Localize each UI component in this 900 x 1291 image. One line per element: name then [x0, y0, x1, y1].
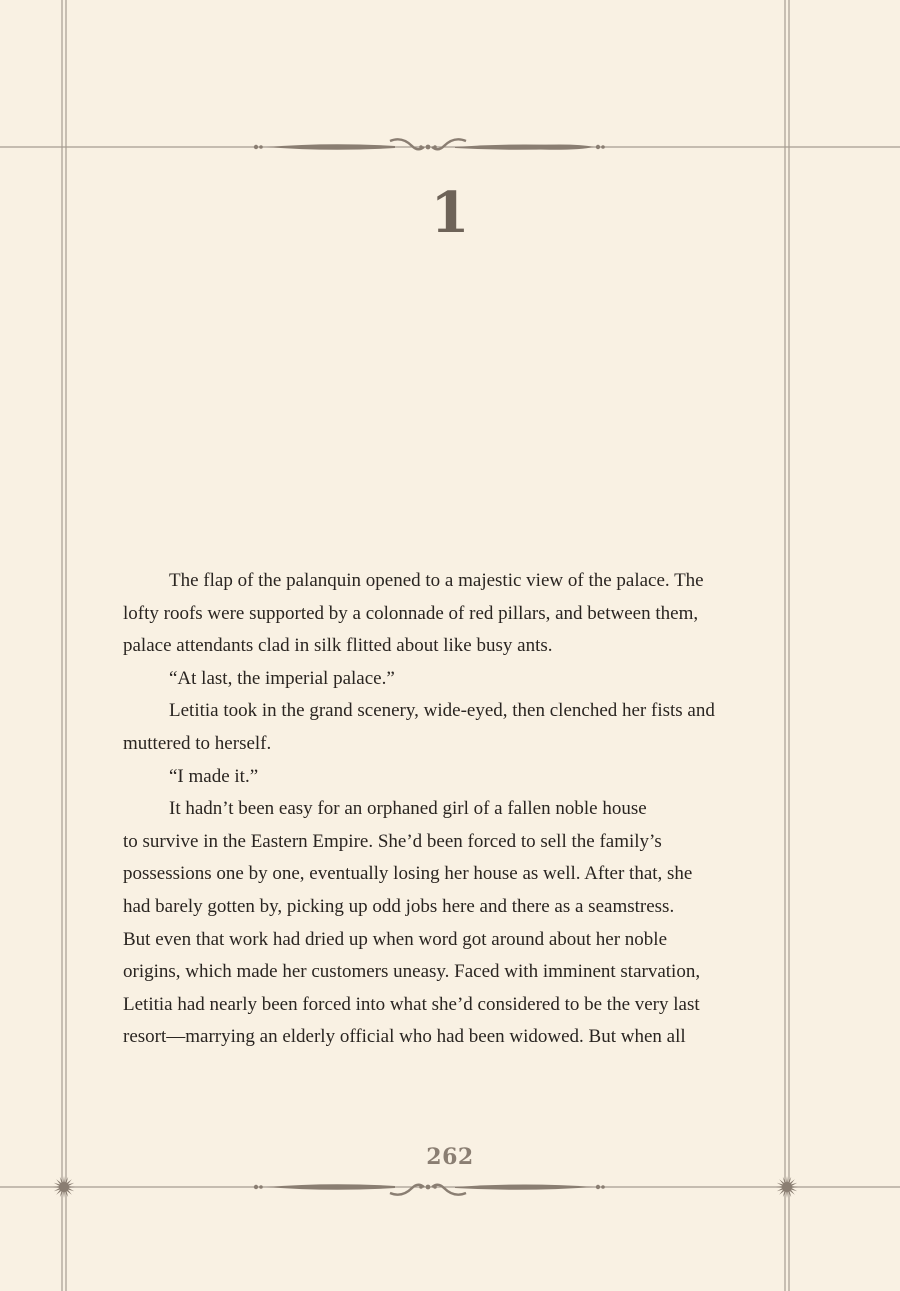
text-line: “At last, the imperial palace.”: [169, 667, 395, 689]
text-line: “I made it.”: [169, 765, 259, 787]
flourish-divider-icon: [254, 139, 605, 149]
text-line: Letitia had nearly been forced into what she’d considered to be the very last: [123, 993, 700, 1015]
body-text: [123, 565, 733, 1054]
text-line: lofty roofs were supported by a colonnade of red pillars, and between them,: [123, 602, 699, 624]
text-line: had barely gotten by, picking up odd jobs here and there as a seamstress.: [123, 895, 675, 917]
text-line: Letitia took in the grand scenery, wide-eyed, then clenched her fists and: [169, 700, 715, 722]
flourish-divider-icon: [254, 1184, 605, 1194]
text-line: It hadn’t been easy for an orphaned girl of a fallen noble house: [169, 798, 647, 820]
sunburst-icon: [53, 1176, 75, 1198]
text-line: But even that work had dried up when word got around about her noble: [123, 928, 668, 950]
text-line: The flap of the palanquin opened to a majestic view of the palace. The: [169, 570, 704, 591]
text-line: origins, which made her customers uneasy. Faced with imminent starvation,: [123, 961, 701, 983]
text-line: possessions one by one, eventually losing her house as well. After that, she: [123, 863, 693, 885]
sunburst-icon: [776, 1176, 798, 1198]
chapter-number: 1: [430, 180, 470, 246]
page-number: 262: [426, 1144, 474, 1170]
text-line: palace attendants clad in silk flitted about like busy ants.: [123, 635, 553, 657]
text-line: to survive in the Eastern Empire. She’d been forced to sell the family’s: [123, 830, 662, 852]
text-line: muttered to herself.: [123, 732, 272, 754]
text-line: resort—marrying an elderly official who had been widowed. But when all: [123, 1026, 686, 1048]
